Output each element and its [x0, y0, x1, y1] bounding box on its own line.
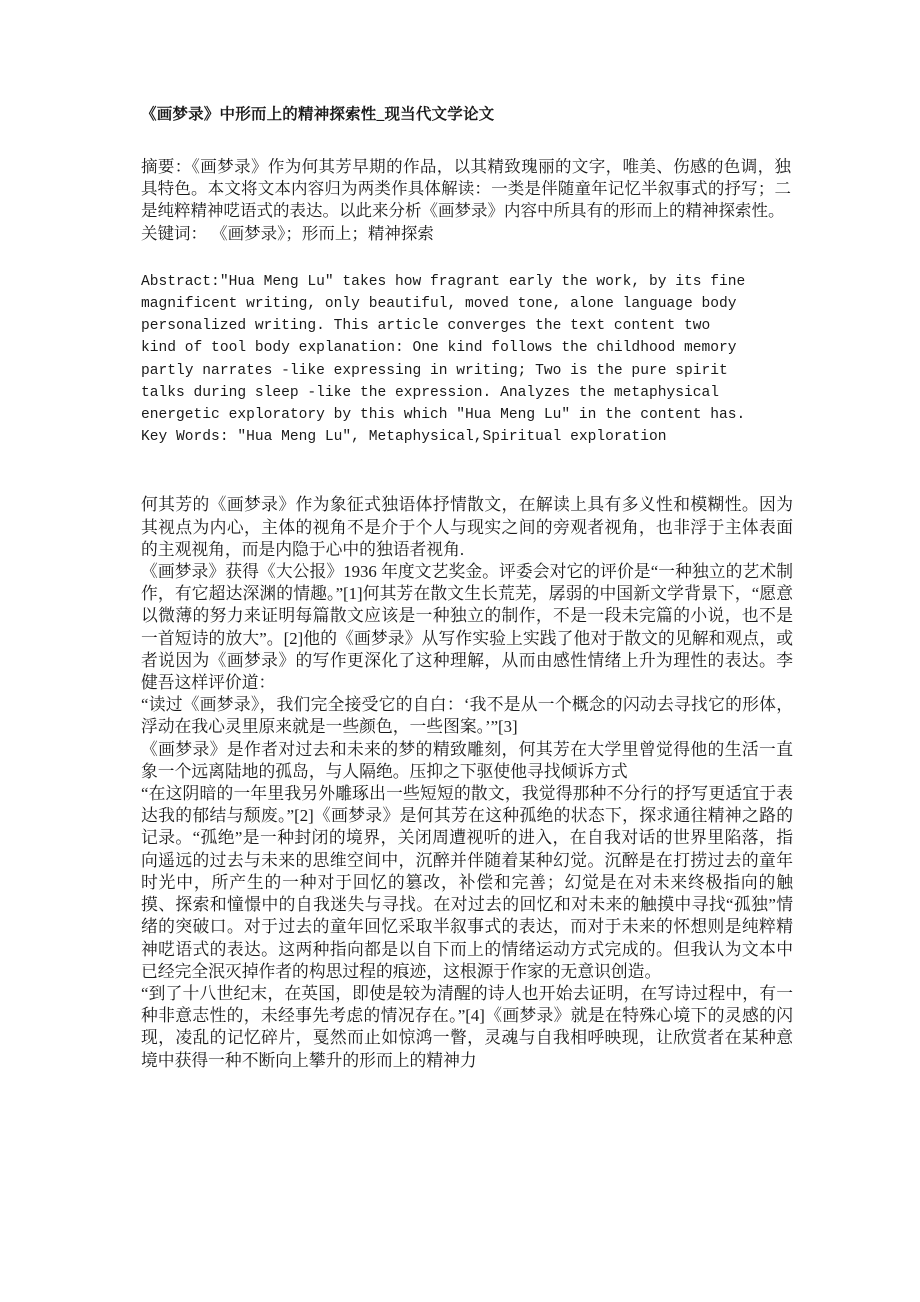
english-abstract-line: energetic exploratory by this which "Hua Meng Lu" in the content has.: [141, 407, 746, 424]
body-paragraph: “读过《画梦录》，我们完全接受它的自白：‘我不是从一个概念的闪动去寻找它的形体，浮动在我心灵里原来就是一些颜色，一些图案。’”[3]: [141, 695, 793, 737]
body-paragraph: 《画梦录》获得《大公报》1936 年度文艺奖金。评委会对它的评价是“一种独立的艺术制作，有它超达深渊的情趣。”[1]何其芳在散文生长荒芜，孱弱的中国新文学背景下，“愿意以微薄的努力来证明每篇散文应该是一种独立的制作，不是一段未完篇的小说，也不是一首短诗的放大”。[2]他的《画梦录》从写作实验上实践了他对于散文的见解和观点，或者说因为《画梦录》的写作更深化了这种理解，从而由感性情绪上升为理性的表达。李健吾这样评价道：: [141, 562, 793, 693]
chinese-abstract-block: [141, 156, 791, 245]
english-abstract-line: kind of tool body explanation: One kind follows the childhood memory: [141, 340, 737, 357]
english-abstract-line: partly narrates -like expressing in writing; Two is the pure spirit: [141, 362, 728, 379]
abstract-text: 摘要：《画梦录》作为何其芳早期的作品，以其精致瑰丽的文字，唯美、伤感的色调，独具特色。本文将文本内容归为两类作具体解读：一类是伴随童年记忆半叙事式的抒写；二是纯粹精神呓语式的表达。以此来分析《画梦录》内容中所具有的形而上的精神探索性。: [141, 157, 791, 221]
english-abstract-line: Abstract:"Hua Meng Lu" takes how fragrant early the work, by its fine: [141, 273, 746, 290]
body-paragraph: 何其芳的《画梦录》作为象征式独语体抒情散文，在解读上具有多义性和模糊性。因为其视点为内心，主体的视角不是介于个人与现实之间的旁观者视角，也非浮于主体表面的主观视角，而是内隐于心中的独语者视角.: [141, 495, 793, 559]
english-abstract-line: talks during sleep -like the expression. Analyzes the metaphysical: [141, 384, 720, 401]
page-content: [141, 104, 791, 1072]
body-paragraph: “在这阴暗的一年里我另外雕琢出一些短短的散文，我觉得那种不分行的抒写更适宜于表达我的郁结与颓废。”[2]《画梦录》是何其芳在这种孤绝的状态下，探求通往精神之路的记录。“孤绝”是一种封闭的境界，关闭周遭视听的进入，在自我对话的世界里陷落，指向遥远的过去与未来的思维空间中，沉醉并伴随着某种幻觉。沉醉是在打捞过去的童年时光中，所产生的一种对于回忆的篡改，补偿和完善；幻觉是在对未来终极指向的触摸、探索和憧憬中的自我迷失与寻找。在对过去的回忆和对未来的触摸中寻找“孤独”情绪的突破口。对于过去的童年回忆采取半叙事式的表达，而对于未来的怀想则是纯粹精神呓语式的表达。这两种指向都是以自下而上的情绪运动方式完成的。但我认为文本中已经完全泯灭掉作者的构思过程的痕迹，这根源于作家的无意识创造。: [141, 784, 793, 981]
keywords-text: 关键词： 《画梦录》；形而上；精神探索: [141, 223, 434, 243]
english-abstract-block: [141, 271, 789, 449]
body-paragraph: 《画梦录》是作者对过去和未来的梦的精致雕刻，何其芳在大学里曾觉得他的生活一直象一个远离陆地的孤岛，与人隔绝。压抑之下驱使他寻找倾诉方式: [141, 739, 793, 781]
page-title: 《画梦录》中形而上的精神探索性_现当代文学论文: [141, 106, 495, 123]
body-text-block: [141, 494, 793, 1071]
english-abstract-line: magnificent writing, only beautiful, moved tone, alone language body: [141, 296, 737, 313]
english-abstract-line: personalized writing. This article converges the text content two: [141, 318, 711, 335]
body-paragraph: “到了十八世纪末，在英国，即使是较为清醒的诗人也开始去证明，在写诗过程中，有一种非意志性的，未经事先考虑的情况存在。”[4]《画梦录》就是在特殊心境下的灵感的闪现，凌乱的记忆碎片，戛然而止如惊鸿一瞥，灵魂与自我相呼映现，让欣赏者在某种意境中获得一种不断向上攀升的形而上的精神力: [141, 983, 793, 1070]
english-keywords-line: Key Words: "Hua Meng Lu", Metaphysical,Spiritual exploration: [141, 429, 667, 446]
